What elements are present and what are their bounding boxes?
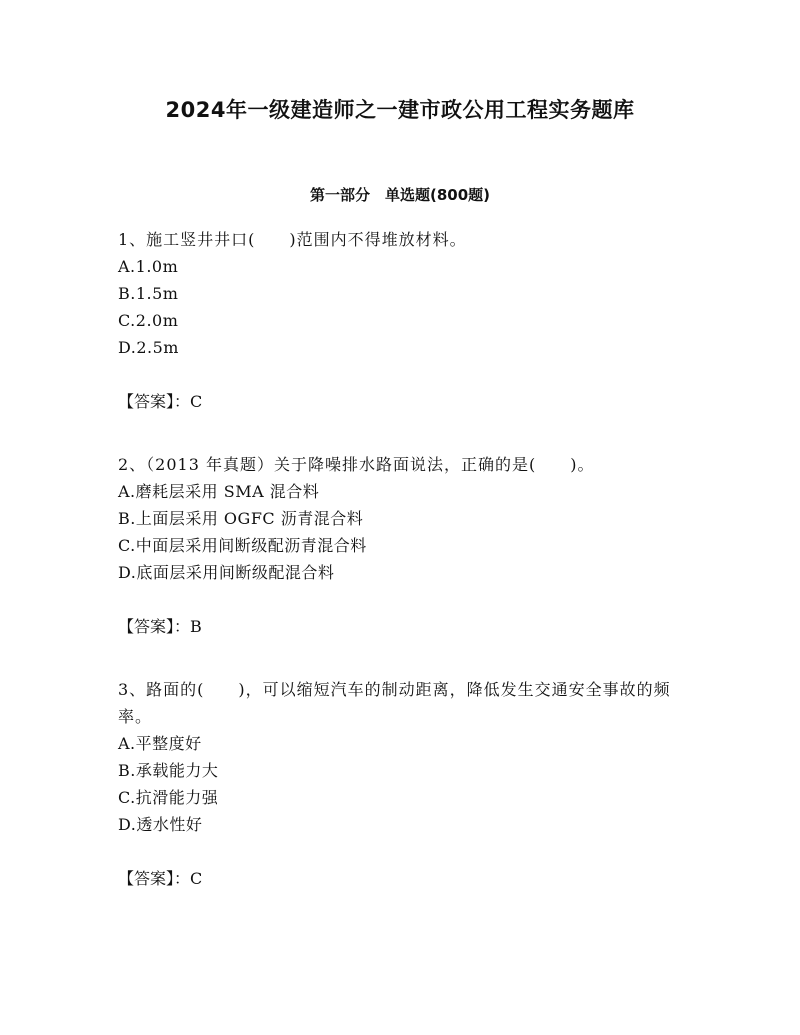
question-list [118,226,688,919]
option-c: C.2.0m [118,311,179,330]
option-b: B.承载能力大 [118,761,219,780]
option-c: C.抗滑能力强 [118,788,219,807]
option-list [118,730,688,838]
option-list [118,253,688,361]
option-d: D.底面层采用间断级配混合料 [118,563,335,582]
answer-line: 【答案】：B [118,617,202,636]
option-a: A.1.0m [118,257,179,276]
option-c: C.中面层采用间断级配沥青混合料 [118,536,367,555]
option-a: A.磨耗层采用 SMA 混合料 [118,482,320,501]
question-1 [118,226,688,415]
option-list [118,478,688,586]
answer-line: 【答案】：C [118,392,203,411]
option-b: B.1.5m [118,284,179,303]
question-stem: 2、（2013 年真题）关于降噪排水路面说法，正确的是( )。 [118,455,595,474]
option-b: B.上面层采用 OGFC 沥青混合料 [118,509,364,528]
question-stem: 1、施工竖井井口( )范围内不得堆放材料。 [118,230,467,249]
option-d: D.透水性好 [118,815,203,834]
answer-line: 【答案】：C [118,869,203,888]
option-a: A.平整度好 [118,734,202,753]
question-2 [118,451,688,640]
question-stem: 3、路面的( )，可以缩短汽车的制动距离，降低发生交通安全事故的频率。 [118,680,671,726]
option-d: D.2.5m [118,338,179,357]
section-title: 第一部分 单选题(800题) [309,186,491,204]
document-title: 2024年一级建造师之一建市政公用工程实务题库 [165,98,635,122]
question-3 [118,676,688,892]
